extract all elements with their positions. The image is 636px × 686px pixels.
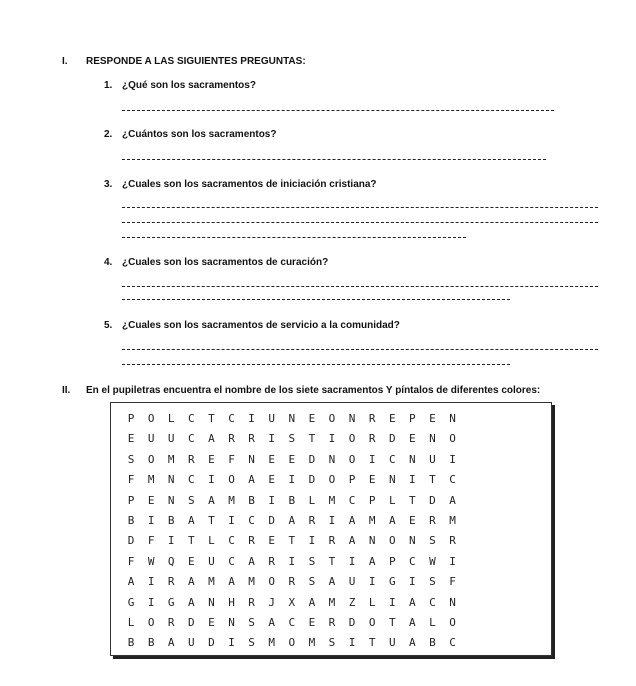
letter-cell[interactable]: T <box>368 636 376 650</box>
letter-cell[interactable]: N <box>167 493 175 507</box>
letter-cell[interactable]: A <box>409 636 416 650</box>
letter-cell[interactable]: S <box>127 452 135 466</box>
letter-cell[interactable]: O <box>368 615 376 629</box>
letter-cell[interactable]: A <box>409 595 416 609</box>
letter-cell[interactable]: I <box>288 473 296 487</box>
letter-cell[interactable]: I <box>147 595 155 609</box>
letter-cell[interactable]: C <box>449 636 456 650</box>
grid-row <box>121 491 463 511</box>
letter-cell[interactable]: S <box>308 554 316 568</box>
letter-cell[interactable]: D <box>388 432 396 446</box>
letter-cell[interactable]: A <box>308 595 316 609</box>
letter-cell[interactable]: C <box>449 473 456 487</box>
letter-cell[interactable]: G <box>388 575 396 589</box>
letter-cell[interactable]: E <box>268 534 276 548</box>
letter-cell[interactable]: A <box>188 595 195 609</box>
letter-cell[interactable]: I <box>368 575 376 589</box>
letter-cell[interactable]: D <box>429 493 436 507</box>
question-3-text: ¿Cuales son los sacramentos de iniciación cristiana? <box>122 179 377 190</box>
letter-cell[interactable]: Z <box>348 595 356 609</box>
letter-cell[interactable]: A <box>167 636 175 650</box>
letter-cell[interactable]: E <box>308 615 316 629</box>
letter-cell[interactable]: C <box>429 595 436 609</box>
grid-row <box>121 429 463 449</box>
word-search-grid <box>121 409 463 654</box>
letter-cell[interactable]: R <box>449 534 456 548</box>
letter-cell[interactable]: N <box>409 452 416 466</box>
letter-cell[interactable]: U <box>268 412 276 425</box>
letter-cell[interactable]: A <box>208 432 215 446</box>
question-2-text: ¿Cuántos son los sacramentos? <box>122 129 277 140</box>
letter-cell[interactable]: P <box>127 412 135 425</box>
letter-cell[interactable]: I <box>248 412 255 425</box>
letter-cell[interactable]: L <box>308 493 316 507</box>
letter-cell[interactable]: O <box>348 432 356 446</box>
letter-cell[interactable]: T <box>328 554 336 568</box>
letter-cell[interactable]: A <box>188 513 195 527</box>
letter-cell[interactable]: C <box>409 554 416 568</box>
letter-cell[interactable]: N <box>248 452 255 466</box>
letter-cell[interactable]: M <box>328 493 336 507</box>
letter-cell[interactable]: I <box>368 452 376 466</box>
letter-cell[interactable]: I <box>449 452 456 466</box>
question-4-number: 4. <box>104 257 113 268</box>
letter-cell[interactable]: R <box>328 534 336 548</box>
letter-cell[interactable]: E <box>208 452 215 466</box>
letter-cell[interactable]: N <box>288 412 296 425</box>
letter-cell[interactable]: X <box>288 595 296 609</box>
letter-cell[interactable]: W <box>147 554 155 568</box>
letter-cell[interactable]: T <box>409 493 416 507</box>
letter-cell[interactable]: L <box>388 493 396 507</box>
letter-cell[interactable]: N <box>429 432 436 446</box>
letter-cell[interactable]: I <box>167 534 175 548</box>
letter-cell[interactable]: E <box>268 452 276 466</box>
letter-cell[interactable]: S <box>288 432 296 446</box>
letter-cell[interactable]: M <box>368 513 376 527</box>
grid-row <box>121 593 463 613</box>
letter-cell[interactable]: C <box>188 473 195 487</box>
letter-cell[interactable]: A <box>348 534 356 548</box>
grid-row <box>121 572 463 592</box>
letter-cell[interactable]: F <box>127 554 135 568</box>
letter-cell[interactable]: D <box>127 534 135 548</box>
letter-cell[interactable]: R <box>167 575 175 589</box>
letter-cell[interactable]: C <box>188 412 195 425</box>
letter-cell[interactable]: M <box>308 636 316 650</box>
letter-cell[interactable]: I <box>409 575 416 589</box>
letter-cell[interactable]: I <box>268 432 276 446</box>
letter-cell[interactable]: U <box>208 554 215 568</box>
letter-cell[interactable]: A <box>449 493 456 507</box>
grid-row <box>121 511 463 531</box>
letter-cell[interactable]: D <box>208 636 215 650</box>
letter-cell[interactable]: D <box>348 615 356 629</box>
letter-cell[interactable]: U <box>348 575 356 589</box>
letter-cell[interactable]: O <box>449 432 456 446</box>
letter-cell[interactable]: T <box>388 615 396 629</box>
letter-cell[interactable]: O <box>268 575 276 589</box>
question-1-number: 1. <box>104 80 113 91</box>
answer-line <box>122 364 510 365</box>
letter-cell[interactable]: T <box>208 513 215 527</box>
letter-cell[interactable]: E <box>127 432 135 446</box>
letter-cell[interactable]: I <box>147 575 155 589</box>
letter-cell[interactable]: S <box>429 534 436 548</box>
letter-cell[interactable]: T <box>188 534 195 548</box>
grid-row <box>121 613 463 633</box>
letter-cell[interactable]: D <box>308 452 316 466</box>
answer-line <box>122 222 598 223</box>
letter-cell[interactable]: B <box>288 493 296 507</box>
letter-cell[interactable]: P <box>348 473 356 487</box>
letter-cell[interactable]: B <box>127 513 135 527</box>
letter-cell[interactable]: E <box>429 412 436 425</box>
letter-cell[interactable]: M <box>228 493 235 507</box>
grid-row <box>121 450 463 470</box>
letter-cell[interactable]: M <box>147 473 155 487</box>
grid-row <box>121 531 463 551</box>
letter-cell[interactable]: S <box>429 575 436 589</box>
letter-cell[interactable]: E <box>188 554 195 568</box>
letter-cell[interactable]: I <box>348 636 356 650</box>
letter-cell[interactable]: S <box>328 636 336 650</box>
letter-cell[interactable]: W <box>429 554 436 568</box>
letter-cell[interactable]: P <box>388 554 396 568</box>
answer-line <box>122 299 510 300</box>
letter-cell[interactable]: G <box>127 595 135 609</box>
letter-cell[interactable]: U <box>388 636 396 650</box>
letter-cell[interactable]: A <box>409 615 416 629</box>
letter-cell[interactable]: P <box>409 412 416 425</box>
letter-cell[interactable]: M <box>248 575 255 589</box>
letter-cell[interactable]: B <box>147 636 155 650</box>
letter-cell[interactable]: A <box>368 554 376 568</box>
letter-cell[interactable]: I <box>268 493 276 507</box>
letter-cell[interactable]: T <box>429 473 436 487</box>
letter-cell[interactable]: R <box>248 432 255 446</box>
letter-cell[interactable]: O <box>147 615 155 629</box>
letter-cell[interactable]: D <box>188 615 195 629</box>
section-2-number: II. <box>62 385 71 396</box>
letter-cell[interactable]: N <box>167 473 175 487</box>
letter-cell[interactable]: B <box>167 513 175 527</box>
letter-cell[interactable]: L <box>429 615 436 629</box>
letter-cell[interactable]: R <box>248 595 255 609</box>
answer-line <box>122 286 598 287</box>
section-1-title: RESPONDE A LAS SIGUIENTES PREGUNTAS: <box>86 56 306 67</box>
letter-cell[interactable]: S <box>188 493 195 507</box>
letter-cell[interactable]: L <box>167 412 175 425</box>
letter-cell[interactable]: A <box>228 575 235 589</box>
letter-cell[interactable]: R <box>167 615 175 629</box>
letter-cell[interactable]: I <box>409 473 416 487</box>
section-2-title: En el pupiletras encuentra el nombre de los siete sacramentos Y píntalos de diferentes colores: <box>86 385 541 396</box>
letter-cell[interactable]: N <box>228 615 235 629</box>
letter-cell[interactable]: A <box>127 575 135 589</box>
letter-cell[interactable]: F <box>449 575 456 589</box>
letter-cell[interactable]: U <box>167 432 175 446</box>
letter-cell[interactable]: C <box>248 513 255 527</box>
letter-cell[interactable]: N <box>348 412 356 425</box>
letter-cell[interactable]: C <box>228 412 235 425</box>
letter-cell[interactable]: B <box>248 493 255 507</box>
letter-cell[interactable]: I <box>348 554 356 568</box>
letter-cell[interactable]: N <box>388 473 396 487</box>
letter-cell[interactable]: T <box>288 534 296 548</box>
letter-cell[interactable]: R <box>368 432 376 446</box>
letter-cell[interactable]: R <box>248 534 255 548</box>
letter-cell[interactable]: A <box>188 575 195 589</box>
letter-cell[interactable]: M <box>328 595 336 609</box>
question-2-number: 2. <box>104 129 113 140</box>
grid-row <box>121 409 463 429</box>
letter-cell[interactable]: N <box>449 412 456 425</box>
question-3-number: 3. <box>104 179 113 190</box>
letter-cell[interactable]: I <box>288 554 296 568</box>
letter-cell[interactable]: N <box>449 595 456 609</box>
letter-cell[interactable]: E <box>388 412 396 425</box>
letter-cell[interactable]: I <box>449 554 456 568</box>
letter-cell[interactable]: L <box>127 615 135 629</box>
answer-line <box>122 349 598 350</box>
letter-cell[interactable]: I <box>208 473 215 487</box>
letter-cell[interactable]: R <box>308 513 316 527</box>
letter-cell[interactable]: I <box>228 513 235 527</box>
letter-cell[interactable]: F <box>147 534 155 548</box>
answer-line <box>122 110 554 111</box>
grid-row <box>121 552 463 572</box>
letter-cell[interactable]: I <box>147 513 155 527</box>
letter-cell[interactable]: C <box>348 493 356 507</box>
letter-cell[interactable]: A <box>388 513 396 527</box>
letter-cell[interactable]: T <box>208 412 215 425</box>
letter-cell[interactable]: E <box>368 473 376 487</box>
letter-cell[interactable]: U <box>147 432 155 446</box>
letter-cell[interactable]: G <box>167 595 175 609</box>
letter-cell[interactable]: I <box>228 636 235 650</box>
grid-row <box>121 470 463 490</box>
letter-cell[interactable]: O <box>228 473 235 487</box>
letter-cell[interactable]: R <box>368 412 376 425</box>
letter-cell[interactable]: M <box>167 452 175 466</box>
letter-cell[interactable]: C <box>388 452 396 466</box>
letter-cell[interactable]: U <box>429 452 436 466</box>
letter-cell[interactable]: E <box>308 412 316 425</box>
question-5-text: ¿Cuales son los sacramentos de servicio a la comunidad? <box>122 320 400 331</box>
letter-cell[interactable]: I <box>388 595 396 609</box>
letter-cell[interactable]: M <box>208 575 215 589</box>
letter-cell[interactable]: O <box>328 412 336 425</box>
letter-cell[interactable]: M <box>268 636 276 650</box>
letter-cell[interactable]: N <box>208 595 215 609</box>
letter-cell[interactable]: E <box>409 513 416 527</box>
letter-cell[interactable]: E <box>147 493 155 507</box>
letter-cell[interactable]: D <box>268 513 276 527</box>
answer-line <box>122 159 546 160</box>
letter-cell[interactable]: E <box>409 432 416 446</box>
question-4-text: ¿Cuales son los sacramentos de curación? <box>122 257 329 268</box>
letter-cell[interactable]: L <box>208 534 215 548</box>
letter-cell[interactable]: S <box>308 575 316 589</box>
letter-cell[interactable]: N <box>368 534 376 548</box>
letter-cell[interactable]: A <box>248 554 255 568</box>
letter-cell[interactable]: O <box>147 452 155 466</box>
letter-cell[interactable]: O <box>388 534 396 548</box>
question-5-number: 5. <box>104 320 113 331</box>
letter-cell[interactable]: S <box>248 636 255 650</box>
letter-cell[interactable]: F <box>127 473 135 487</box>
word-search-box <box>110 402 552 656</box>
letter-cell[interactable]: E <box>288 452 296 466</box>
letter-cell[interactable]: O <box>328 473 336 487</box>
grid-row <box>121 633 463 653</box>
letter-cell[interactable]: C <box>288 615 296 629</box>
letter-cell[interactable]: E <box>268 473 276 487</box>
letter-cell[interactable]: A <box>268 615 276 629</box>
letter-cell[interactable]: H <box>228 595 235 609</box>
letter-cell[interactable]: F <box>228 452 235 466</box>
letter-cell[interactable]: C <box>188 432 195 446</box>
letter-cell[interactable]: A <box>288 513 296 527</box>
letter-cell[interactable]: N <box>409 534 416 548</box>
question-1-text: ¿Qué son los sacramentos? <box>122 80 256 91</box>
letter-cell[interactable]: R <box>228 432 235 446</box>
answer-line <box>122 207 598 208</box>
letter-cell[interactable]: P <box>127 493 135 507</box>
letter-cell[interactable]: U <box>188 636 195 650</box>
letter-cell[interactable]: R <box>429 513 436 527</box>
letter-cell[interactable]: A <box>248 473 255 487</box>
letter-cell[interactable]: M <box>449 513 456 527</box>
letter-cell[interactable]: Q <box>167 554 175 568</box>
letter-cell[interactable]: I <box>308 534 316 548</box>
letter-cell[interactable]: C <box>228 554 235 568</box>
letter-cell[interactable]: R <box>328 615 336 629</box>
letter-cell[interactable]: P <box>368 493 376 507</box>
letter-cell[interactable]: R <box>288 575 296 589</box>
letter-cell[interactable]: A <box>348 513 356 527</box>
letter-cell[interactable]: R <box>268 554 276 568</box>
letter-cell[interactable]: I <box>328 513 336 527</box>
letter-cell[interactable]: J <box>268 595 276 609</box>
letter-cell[interactable]: S <box>248 615 255 629</box>
letter-cell[interactable]: R <box>188 452 195 466</box>
letter-cell[interactable]: B <box>127 636 135 650</box>
letter-cell[interactable]: O <box>288 636 296 650</box>
letter-cell[interactable]: O <box>348 452 356 466</box>
letter-cell[interactable]: A <box>208 493 215 507</box>
letter-cell[interactable]: N <box>328 452 336 466</box>
letter-cell[interactable]: A <box>328 575 336 589</box>
letter-cell[interactable]: B <box>429 636 436 650</box>
letter-cell[interactable]: O <box>449 615 456 629</box>
letter-cell[interactable]: I <box>328 432 336 446</box>
section-1-number: I. <box>62 56 68 67</box>
letter-cell[interactable]: E <box>208 615 215 629</box>
letter-cell[interactable]: C <box>228 534 235 548</box>
answer-line <box>122 237 466 238</box>
letter-cell[interactable]: O <box>147 412 155 425</box>
letter-cell[interactable]: T <box>308 432 316 446</box>
letter-cell[interactable]: D <box>308 473 316 487</box>
letter-cell[interactable]: L <box>368 595 376 609</box>
